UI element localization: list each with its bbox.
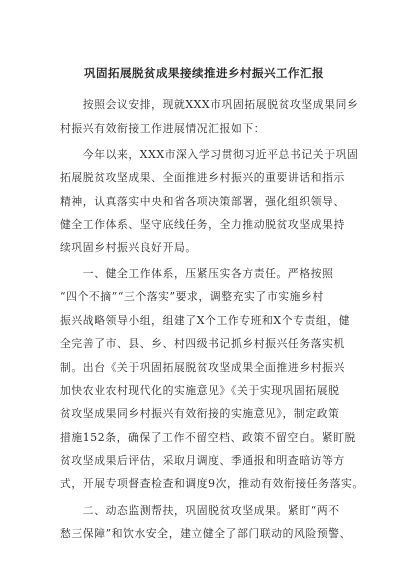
- body-text-line: 措施152条，确保了工作不留空档、政策不留空白。紧盯脱: [60, 431, 356, 444]
- body-text-line: 一、健全工作体系，压紧压实各方责任。严格按照: [60, 267, 334, 280]
- body-text-line: 愁三保障”和饮水安全，建立健全了部门联动的风险预警、: [60, 527, 352, 540]
- body-text-line: 二、动态监测帮扶，巩固脱贫攻坚成果。紧盯“两不: [60, 504, 340, 517]
- body-text-line: 拓展脱贫攻坚成果、全面推进乡村振兴的重要讲话和指示: [60, 171, 345, 184]
- body-text-line: 按照会议安排，现就XXX市巩固拓展脱贫攻坚成果同乡: [60, 98, 359, 111]
- body-text-line: 精神，认真落实中央和省各项决策部署，强化组织领导、: [60, 195, 345, 208]
- body-text-line: 式，开展专项督查检查和调度9次，推动有效衔接任务落实。: [60, 477, 364, 490]
- body-text-line: 加快农业农村现代化的实施意见》《关于实现巩固拓展脱: [60, 384, 340, 397]
- body-text-line: 振兴战略领导小组，组建了X个工作专班和X个专责组，健: [60, 314, 351, 327]
- body-text-line: 村振兴有效衔接工作进展情况汇报如下：: [60, 122, 266, 135]
- document-title: 巩固拓展脱贫成果接续推进乡村振兴工作汇报: [84, 66, 324, 80]
- body-text-line: 续巩固乡村振兴良好开局。: [60, 241, 197, 254]
- body-text-line: 贫攻坚成果同乡村振兴有效衔接的实施意见》，制定政策: [60, 407, 340, 420]
- body-text-line: 今年以来，XXX市深入学习贯彻习近平总书记关于巩固: [60, 148, 359, 161]
- body-text-line: 全完善了市、县、乡、村四级书记抓乡村振兴任务落实机: [60, 337, 345, 350]
- body-text-line: “四个不摘”“三个落实”要求，调整充实了市实施乡村: [60, 290, 324, 303]
- body-text-line: 贫攻坚成果后评估，采取月调度、季通报和明查暗访等方: [60, 454, 345, 467]
- body-text-line: 制。出台《关于巩固拓展脱贫攻坚成果全面推进乡村振兴: [60, 361, 345, 374]
- body-text-line: 健全工作体系、坚守底线任务，全力推动脱贫攻坚成果持: [60, 218, 345, 231]
